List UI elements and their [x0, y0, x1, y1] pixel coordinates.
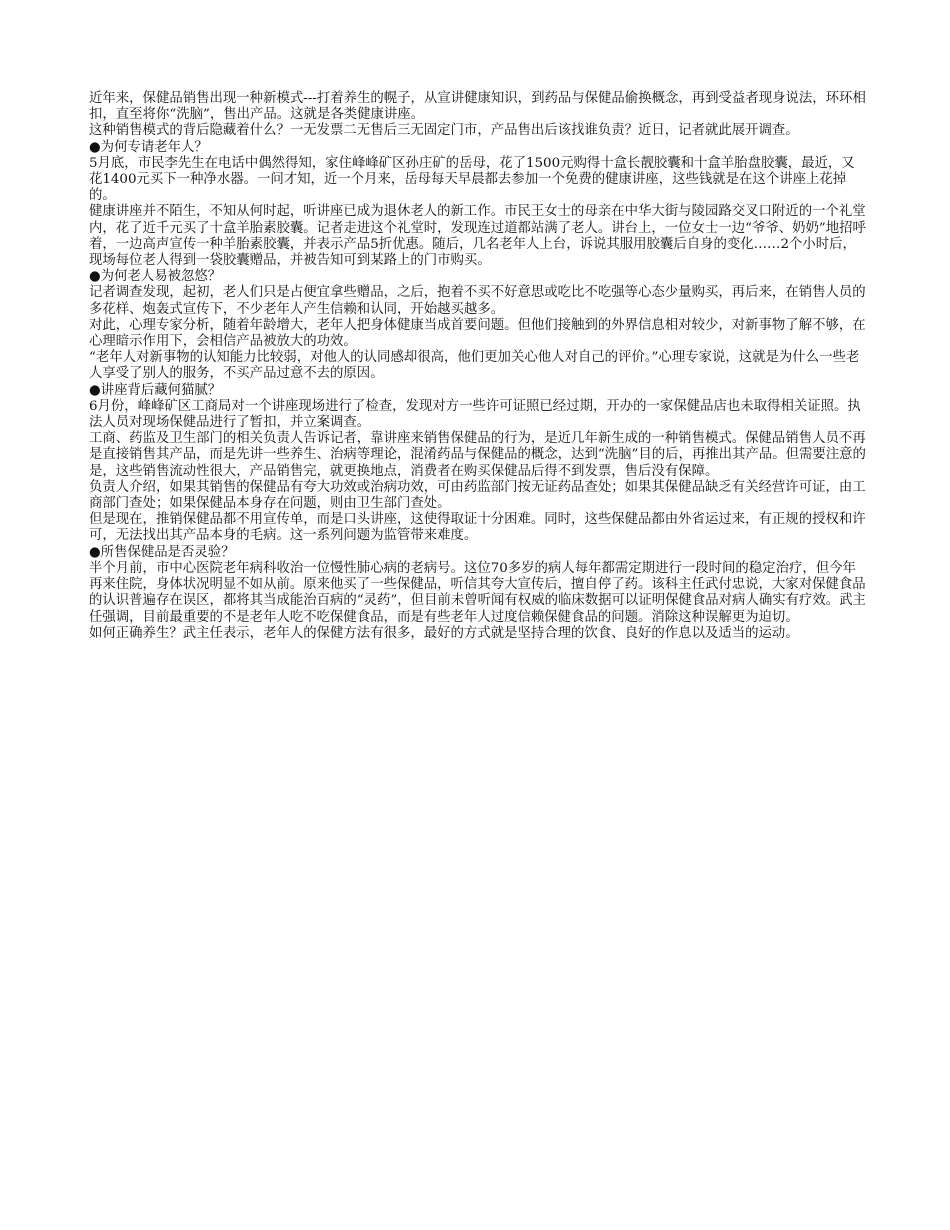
- section-heading-elderly: ●为何专请老年人？: [89, 139, 208, 155]
- intro-paragraph: 近年来，保健品销售出现一种新模式---打着养生的幌子，从宣讲健康知识，到药品与保健品偷换概念，再到受益者现身说法，环环相扣，直至将你“洗脑”，售出产品。这就是各类健康讲座。: [89, 91, 866, 123]
- article-body: [89, 91, 866, 642]
- quote-paragraph: “老年人对新事物的认知能力比较弱，对他人的认同感却很高，他们更加关心他人对自己的评价。”心理专家说，这就是为什么一些老人享受了别人的服务，不买产品过意不去的原因。: [89, 350, 860, 382]
- body-paragraph: 但是现在，推销保健品都不用宣传单，而是口头讲座，这使得取证十分困难。同时，这些保健品都由外省运过来，有正规的授权和许可，无法找出其产品本身的毛病。这一系列问题为监管带来难度。: [89, 512, 866, 544]
- body-paragraph: 工商、药监及卫生部门的相关负责人告诉记者，靠讲座来销售保健品的行为，是近几年新生成的一种销售模式。保健品销售人员不再是直接销售其产品，而是先讲一些养生、治病等理论，混淆药品与保健品的概念，达到“洗脑”目的后，再推出其产品。但需要注意的是，这些销售流动性很大，产品销售完，就更换地点，消费者在购买保健品后得不到发票，售后没有保障。: [89, 431, 866, 479]
- section-heading-fooled: ●为何老人易被忽悠？: [89, 269, 222, 285]
- body-paragraph: 6月份，峰峰矿区工商局对一个讲座现场进行了检查，发现对方一些许可证照已经过期，开办的一家保健品店也未取得相关证照。执法人员对现场保健品进行了暂扣，并立案调查。: [89, 398, 861, 431]
- intro-question-paragraph: 这种销售模式的背后隐藏着什么？一无发票二无售后三无固定门市，产品售出后该找谁负责？近日，记者就此展开调查。: [89, 123, 799, 139]
- body-paragraph: 5月底，市民李先生在电话中偶然得知，家住峰峰矿区孙庄矿的岳母，花了1500元购得十盒长靓胶囊和十盒羊胎盘胶囊，最近，又花1400元买下一种净水器。一问才知，近一个月来，岳母每天早晨都去参加一个免费的健康讲座，这些钱就是在这个讲座上花掉的。: [89, 155, 855, 204]
- section-heading-efficacy: ●所售保健品是否灵验？: [89, 544, 235, 560]
- section-heading-tricks: ●讲座背后藏何猫腻？: [89, 382, 222, 398]
- closing-paragraph: 如何正确养生？武主任表示，老年人的保健方法有很多，最好的方式就是坚持合理的饮食、良好的作息以及适当的运动。: [89, 625, 799, 641]
- body-paragraph: 负责人介绍，如果其销售的保健品有夸大功效或治病功效，可由药监部门按无证药品查处；如果其保健品缺乏有关经营许可证，由工商部门查处；如果保健品本身存在问题，则由卫生部门查处。: [89, 479, 866, 512]
- body-paragraph: 半个月前，市中心医院老年病科收治一位慢性肺心病的老病号。这位70多岁的病人每年都需定期进行一段时间的稳定治疗，但今年再来住院，身体状况明显不如从前。原来他买了一些保健品，听信其夸大宣传后，擅自停了药。该科主任武付忠说，大家对保健食品的认识普遍存在误区，都将其当成能治百病的“灵药”，但目前未曾听闻有权威的临床数据可以证明保健食品对病人确实有疗效。武主任强调，目前最重要的不是老年人吃不吃保健食品，而是有些老年人过度信赖保健食品的问题。消除这种误解更为迫切。: [89, 560, 866, 625]
- body-paragraph: 健康讲座并不陌生，不知从何时起，听讲座已成为退休老人的新工作。市民王女士的母亲在中华大街与陵园路交叉口附近的一个礼堂内，花了近千元买了十盒羊胎素胶囊。记者走进这个礼堂时，发现连过道都站满了老人。讲台上，一位女士一边“爷爷、奶奶”地招呼着，一边高声宣传一种羊胎素胶囊，并表示产品5折优惠。随后，几名老年人上台，诉说其服用胶囊后自身的变化……2个小时后，现场每位老人得到一袋胶囊赠品，并被告知可到某路上的门市购买。: [89, 204, 866, 269]
- body-paragraph: 对此，心理专家分析，随着年龄增大，老年人把身体健康当成首要问题。但他们接触到的外界信息相对较少，对新事物了解不够，在心理暗示作用下，会相信产品被放大的功效。: [89, 317, 866, 350]
- body-paragraph: 记者调查发现，起初，老人们只是占便宜拿些赠品，之后，抱着不买不好意思或吃比不吃强等心态少量购买，再后来，在销售人员的多花样、炮轰式宣传下，不少老年人产生信赖和认同，开始越买越多。: [89, 285, 866, 317]
